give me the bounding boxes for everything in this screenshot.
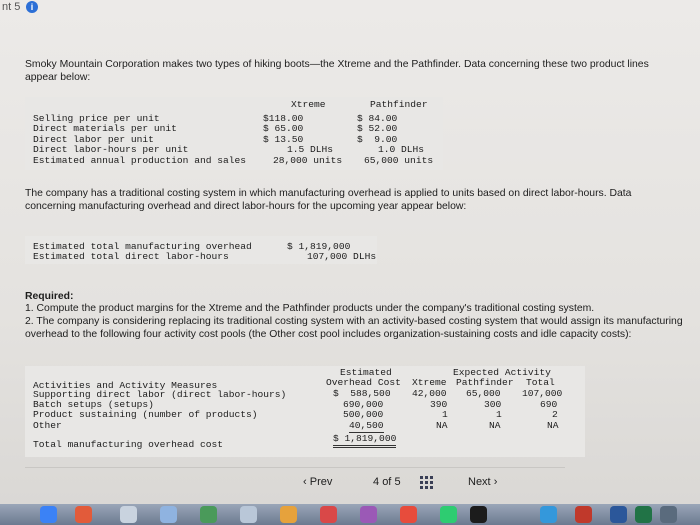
cell-pathfinder: 65,000 (466, 388, 501, 399)
col-head-xtreme: Xtreme (412, 377, 447, 388)
finder-icon[interactable] (40, 506, 57, 523)
grid-icon[interactable] (420, 476, 434, 490)
cell-pathfinder: 300 (484, 399, 502, 410)
col-head-pathfinder: Pathfinder (370, 99, 428, 110)
cell-pathfinder: $ 9.00 (357, 134, 398, 145)
row-label: Direct labor-hours per unit (33, 144, 189, 155)
row-label: Direct materials per unit (33, 123, 177, 134)
cell-xtreme: $ 13.50 (263, 134, 304, 145)
app-icon[interactable] (440, 506, 457, 523)
required-item-2: 2. The company is considering replacing its traditional costing system with an activity-based costing system that would assign its manufacturing overhead to the following four activity cost pools (the Other cost pool includes organization-sustaining costs and idle capacity costs): (25, 316, 683, 340)
chevron-left-icon: ‹ (303, 476, 307, 488)
cell-cost: 500,000 (343, 409, 384, 420)
dock (0, 504, 700, 525)
app-icon[interactable] (320, 506, 337, 523)
head-expected-activity: Expected Activity (453, 367, 551, 378)
app-icon[interactable] (575, 506, 592, 523)
total-value: $ 1,819,000 (333, 434, 396, 448)
app-icon[interactable] (400, 506, 417, 523)
col-head-xtreme: Xtreme (291, 99, 326, 110)
next-label: Next (468, 476, 491, 488)
tab-label[interactable]: nt 5 (2, 1, 21, 13)
cell-xtreme: 42,000 (412, 388, 447, 399)
cell-pathfinder: NA (489, 420, 501, 431)
required-item-1: 1. Compute the product margins for the Xtreme and the Pathfinder products under the company's traditional costing system. (25, 303, 595, 314)
cell-value: 107,000 DLHs (307, 251, 377, 262)
cell-total: 690 (540, 399, 558, 410)
cell-xtreme: 390 (430, 399, 448, 410)
cell-xtreme: NA (436, 420, 448, 431)
word-icon[interactable] (610, 506, 627, 523)
col-head-total: Total (526, 377, 555, 388)
app-icon[interactable] (160, 506, 177, 523)
row-label: Estimated annual production and sales (33, 155, 247, 166)
cell-value: $ 1,819,000 (287, 241, 351, 252)
cell-xtreme: 28,000 units (273, 155, 343, 166)
cell-total: 2 (552, 409, 558, 420)
divider (25, 467, 565, 468)
app-icon[interactable] (75, 506, 92, 523)
excel-icon[interactable] (635, 506, 652, 523)
cell-xtreme: 1.5 DLHs (287, 144, 334, 155)
app-icon[interactable] (360, 506, 377, 523)
row-label: Direct labor per unit (33, 134, 154, 145)
row-label: Estimated total manufacturing overhead (33, 241, 252, 252)
intro-text: Smoky Mountain Corporation makes two types of hiking boots—the Xtreme and the Pathfinder. Data concerning these two product lines appear below: (25, 59, 649, 83)
app-icon[interactable] (120, 506, 137, 523)
info-icon[interactable]: i (26, 1, 38, 13)
row-label: Selling price per unit (33, 113, 160, 124)
cell-pathfinder: $ 52.00 (357, 123, 398, 134)
app-icon[interactable] (280, 506, 297, 523)
cell-xtreme: 1 (442, 409, 448, 420)
cell-pathfinder: $ 84.00 (357, 113, 398, 124)
head-estimated: Estimated (340, 367, 392, 378)
total-label: Total manufacturing overhead cost (33, 439, 223, 450)
cell-cost: 690,000 (343, 399, 384, 410)
next-button[interactable] (468, 476, 497, 488)
cell-xtreme: $118.00 (263, 113, 304, 124)
costing-text: The company has a traditional costing system in which manufacturing overhead is applied to units based on direct labor-hours. Data concerning manufacturing overhead and direct labor-hours for the upcoming year appear below: (25, 188, 632, 212)
app-icon[interactable] (540, 506, 557, 523)
app-icon[interactable] (240, 506, 257, 523)
required-title: Required: (25, 291, 74, 302)
cell-xtreme: $ 65.00 (263, 123, 304, 134)
top-bar (0, 0, 700, 22)
col-head-pathfinder: Pathfinder (456, 377, 514, 388)
page-current: 4 (373, 476, 380, 488)
tv-icon[interactable] (470, 506, 487, 523)
cell-total: 107,000 (522, 388, 563, 399)
cell-pathfinder: 1.0 DLHs (378, 144, 425, 155)
cell-pathfinder: 1 (496, 409, 502, 420)
cell-total: NA (547, 420, 559, 431)
prev-label: Prev (309, 476, 333, 488)
prev-button[interactable] (303, 476, 332, 488)
app-icon[interactable] (200, 506, 217, 523)
cell-cost: $ 588,500 (333, 388, 391, 399)
page-of: of (382, 476, 392, 488)
page-indicator (373, 476, 401, 488)
row-label: Supporting direct labor (direct labor-hours) (33, 389, 287, 400)
head-overhead-cost: Overhead Cost (326, 377, 401, 388)
page-total: 5 (394, 476, 401, 488)
row-label: Estimated total direct labor-hours (33, 251, 229, 262)
app-icon[interactable] (660, 506, 677, 523)
cell-cost: 40,500 (349, 420, 384, 431)
row-label: Other (33, 420, 62, 431)
row-label: Product sustaining (number of products) (33, 409, 258, 420)
head-activities: Activities and Activity Measures (33, 380, 218, 391)
chevron-right-icon: › (493, 476, 498, 488)
row-label: Batch setups (setups) (33, 399, 154, 410)
cell-pathfinder: 65,000 units (364, 155, 434, 166)
